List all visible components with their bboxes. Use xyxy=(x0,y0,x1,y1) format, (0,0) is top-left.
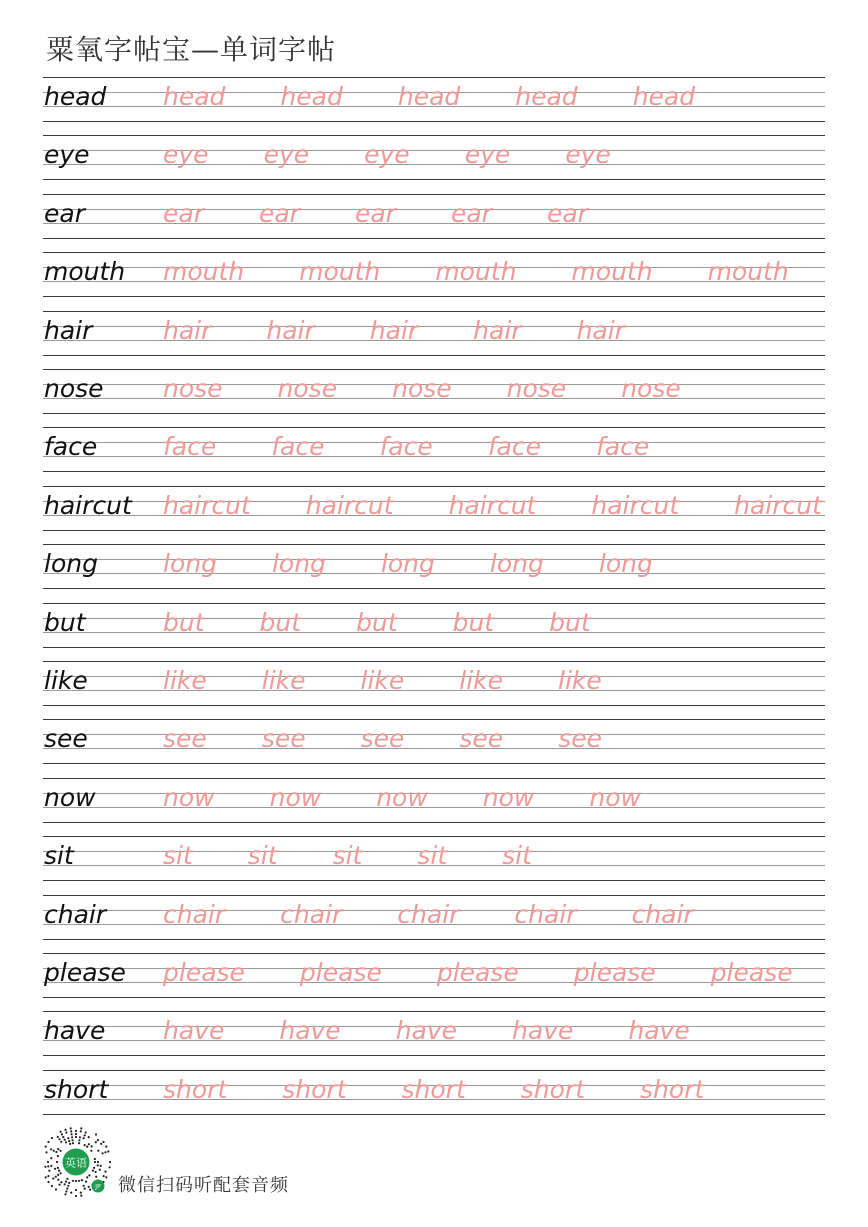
word-row xyxy=(43,369,825,414)
guide-line xyxy=(43,164,825,165)
guide-line xyxy=(43,588,825,589)
trace-word: please xyxy=(436,958,519,987)
guide-line xyxy=(43,530,825,531)
trace-word: face xyxy=(163,432,217,462)
trace-word: ear xyxy=(354,198,396,228)
trace-word: like xyxy=(360,666,405,695)
word-row xyxy=(43,1070,825,1115)
guide-line xyxy=(43,734,825,735)
word-row xyxy=(43,895,825,940)
trace-word: now xyxy=(482,782,535,812)
guide-line xyxy=(43,369,825,370)
trace-word: but xyxy=(356,607,398,637)
guide-line xyxy=(43,997,825,998)
guide-line xyxy=(43,194,825,195)
trace-word: ear xyxy=(163,198,204,228)
guide-line xyxy=(43,1055,825,1056)
trace-word: short xyxy=(163,1074,228,1104)
model-word: long xyxy=(44,549,98,579)
trace-word: have xyxy=(279,1016,341,1046)
trace-word: mouth xyxy=(435,257,517,287)
trace-word: please xyxy=(573,958,656,987)
guide-line xyxy=(43,501,825,502)
trace-word: long xyxy=(380,549,435,579)
guide-line xyxy=(43,895,825,896)
qr-badge-text: 英语 xyxy=(65,1156,87,1170)
guide-line xyxy=(43,1070,825,1071)
trace-word: haircut xyxy=(163,490,251,520)
guide-line xyxy=(43,209,825,210)
guide-line xyxy=(43,355,825,356)
guide-line xyxy=(43,603,825,604)
guide-line xyxy=(43,340,825,341)
trace-word: face xyxy=(379,432,433,462)
trace-word: short xyxy=(640,1074,705,1104)
trace-word: but xyxy=(259,607,302,637)
trace-word: like xyxy=(163,666,207,695)
trace-word: have xyxy=(512,1016,574,1046)
guide-line xyxy=(43,442,825,443)
trace-word: like xyxy=(558,666,602,695)
trace-word: like xyxy=(459,666,503,695)
guide-line xyxy=(43,238,825,239)
trace-word: nose xyxy=(506,374,567,403)
model-word: haircut xyxy=(44,490,132,520)
trace-word: chair xyxy=(631,899,694,929)
trace-word: face xyxy=(271,432,325,462)
trace-word: nose xyxy=(392,374,452,403)
word-row xyxy=(43,544,825,589)
model-word: like xyxy=(44,666,88,695)
word-row xyxy=(43,778,825,823)
word-row xyxy=(43,135,825,180)
guide-line xyxy=(43,793,825,794)
guide-line xyxy=(43,296,825,297)
guide-line xyxy=(43,427,825,428)
trace-word: head xyxy=(163,82,226,111)
trace-word: chair xyxy=(397,899,460,929)
trace-word: but xyxy=(549,607,591,637)
guide-line xyxy=(43,690,825,691)
trace-word: have xyxy=(163,1016,225,1046)
model-word: but xyxy=(44,607,86,637)
model-word: face xyxy=(44,432,98,462)
trace-word: sit xyxy=(163,841,193,871)
guide-line xyxy=(43,223,825,224)
trace-word: mouth xyxy=(299,257,381,287)
word-row xyxy=(43,1011,825,1056)
trace-word: nose xyxy=(621,374,681,403)
model-word: ear xyxy=(44,198,85,228)
trace-word: nose xyxy=(277,374,338,403)
trace-word: now xyxy=(376,782,428,812)
word-row xyxy=(43,603,825,648)
trace-word: please xyxy=(299,958,382,987)
model-word: eye xyxy=(44,140,90,170)
guide-line xyxy=(43,1114,825,1115)
trace-word: sit xyxy=(247,841,278,871)
trace-word: sit xyxy=(417,841,448,871)
word-row xyxy=(43,252,825,297)
trace-word: have xyxy=(395,1016,458,1046)
trace-word: hair xyxy=(369,315,419,345)
guide-line xyxy=(43,748,825,749)
guide-line xyxy=(43,632,825,633)
guide-line xyxy=(43,456,825,457)
guide-line xyxy=(43,150,825,151)
word-row xyxy=(43,77,825,122)
guide-line xyxy=(43,676,825,677)
trace-word: chair xyxy=(163,899,226,929)
trace-word: see xyxy=(459,724,504,754)
trace-word: hair xyxy=(163,315,212,345)
guide-line xyxy=(43,719,825,720)
trace-word: eye xyxy=(565,140,611,170)
model-word: head xyxy=(44,82,107,111)
word-row xyxy=(43,661,825,706)
guide-line xyxy=(43,778,825,779)
footer-caption: 微信扫码听配套音频 xyxy=(118,1175,289,1196)
trace-word: long xyxy=(489,549,544,579)
guide-line xyxy=(43,252,825,253)
trace-word: mouth xyxy=(163,257,245,287)
trace-word: hair xyxy=(473,315,522,345)
model-word: nose xyxy=(44,374,104,403)
model-word: short xyxy=(44,1074,109,1104)
guide-line xyxy=(43,515,825,516)
model-word: chair xyxy=(44,899,107,929)
model-word: sit xyxy=(44,841,74,871)
guide-line xyxy=(43,544,825,545)
trace-word: face xyxy=(487,432,541,462)
trace-word: now xyxy=(589,782,641,812)
trace-word: chair xyxy=(280,899,343,929)
guide-line xyxy=(43,705,825,706)
trace-word: haircut xyxy=(734,490,822,520)
guide-line xyxy=(43,939,825,940)
model-word: now xyxy=(44,782,96,812)
model-word: see xyxy=(44,724,88,754)
trace-word: face xyxy=(596,432,650,462)
trace-word: see xyxy=(261,724,306,754)
model-word: hair xyxy=(44,315,93,345)
trace-word: nose xyxy=(163,374,223,403)
trace-word: but xyxy=(452,607,495,637)
model-word: please xyxy=(44,958,126,987)
qr-code-icon[interactable] xyxy=(40,1126,112,1198)
guide-line xyxy=(43,121,825,122)
trace-word: now xyxy=(269,782,322,812)
trace-word: head xyxy=(515,82,578,111)
model-word: mouth xyxy=(44,257,126,287)
guide-line xyxy=(43,326,825,327)
trace-word: short xyxy=(282,1074,347,1104)
trace-word: now xyxy=(163,782,215,812)
guide-line xyxy=(43,822,825,823)
trace-word: see xyxy=(558,724,602,754)
trace-word: haircut xyxy=(305,490,394,520)
trace-word: mouth xyxy=(707,257,789,287)
qr-corner-badge-text: JP xyxy=(95,1183,101,1191)
word-row xyxy=(43,311,825,356)
trace-word: see xyxy=(163,724,207,754)
guide-line xyxy=(43,661,825,662)
guide-line xyxy=(43,77,825,78)
trace-word: hair xyxy=(576,315,625,345)
trace-word: eye xyxy=(163,140,209,170)
trace-word: long xyxy=(163,549,217,579)
trace-word: head xyxy=(397,82,461,111)
guide-line xyxy=(43,880,825,881)
guide-line xyxy=(43,486,825,487)
trace-word: like xyxy=(261,666,306,695)
trace-word: ear xyxy=(258,198,300,228)
guide-line xyxy=(43,836,825,837)
word-row xyxy=(43,719,825,764)
guide-line xyxy=(43,471,825,472)
word-row xyxy=(43,836,825,881)
word-row xyxy=(43,486,825,531)
guide-line xyxy=(43,179,825,180)
word-row xyxy=(43,427,825,472)
trace-word: short xyxy=(520,1074,585,1104)
guide-line xyxy=(43,647,825,648)
trace-word: eye xyxy=(364,140,410,170)
footer xyxy=(40,1126,440,1201)
guide-line xyxy=(43,413,825,414)
guide-line xyxy=(43,968,825,969)
trace-word: ear xyxy=(450,198,492,228)
trace-word: sit xyxy=(332,841,363,871)
trace-word: eye xyxy=(464,140,511,170)
word-row xyxy=(43,194,825,239)
guide-line xyxy=(43,763,825,764)
guide-line xyxy=(43,1011,825,1012)
trace-word: see xyxy=(360,724,405,754)
trace-word: mouth xyxy=(571,257,653,287)
page-title: 粟氧字帖宝—单词字帖 xyxy=(46,33,337,66)
word-row xyxy=(43,953,825,998)
trace-word: please xyxy=(710,958,793,987)
trace-word: head xyxy=(280,82,343,111)
trace-word: long xyxy=(271,549,326,579)
guide-line xyxy=(43,982,825,983)
trace-word: short xyxy=(401,1074,466,1104)
trace-word: ear xyxy=(546,198,588,228)
trace-word: haircut xyxy=(448,490,537,520)
guide-line xyxy=(43,953,825,954)
trace-word: eye xyxy=(263,140,310,170)
trace-word: but xyxy=(163,607,205,637)
trace-word: hair xyxy=(266,315,315,345)
guide-line xyxy=(43,618,825,619)
trace-word: haircut xyxy=(591,490,680,520)
trace-word: have xyxy=(628,1016,690,1046)
guide-line xyxy=(43,135,825,136)
model-word: have xyxy=(44,1016,106,1046)
trace-word: please xyxy=(163,958,245,987)
trace-word: sit xyxy=(502,841,532,871)
guide-line xyxy=(43,807,825,808)
trace-word: long xyxy=(598,549,653,579)
trace-word: head xyxy=(632,82,696,111)
guide-line xyxy=(43,311,825,312)
trace-word: chair xyxy=(514,899,577,929)
